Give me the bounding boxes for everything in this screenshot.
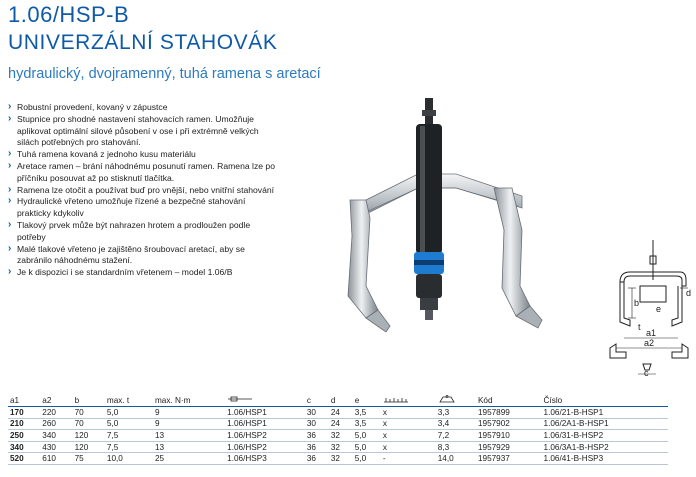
feature-item: › Hydraulické vřeteno umožňuje řízené a bezpečné stahování prakticky kdykoliv	[8, 196, 278, 220]
table-cell: 32	[329, 430, 353, 442]
table-cell: 70	[73, 407, 105, 419]
col-header: c	[305, 394, 329, 407]
table-cell: 14,0	[436, 453, 476, 465]
feature-item: › Tuhá ramena kovaná z jednoho kusu materiálu	[8, 149, 278, 161]
table-cell: 25	[153, 453, 225, 465]
table-cell: 1.06/HSP1	[225, 407, 305, 419]
table-cell: 5,0	[105, 407, 153, 419]
product-subtitle: hydraulický, dvojramenný, tuhá ramena s aretací	[8, 66, 321, 82]
table-cell: 1.06/2A1-B-HSP1	[542, 418, 668, 430]
table-cell: 1.06/HSP1	[225, 418, 305, 430]
product-title: UNIVERZÁLNÍ STAHOVÁK	[8, 31, 278, 54]
col-header: max. N·m	[153, 394, 225, 407]
table-cell: 10,0	[105, 453, 153, 465]
col-header: a2	[40, 394, 72, 407]
table-cell: 24	[329, 407, 353, 419]
table-cell: 75	[73, 453, 105, 465]
feature-item: › Je k dispozici i se standardním vřetenem – model 1.06/B	[8, 267, 278, 279]
feature-list	[8, 102, 278, 279]
table-cell: x	[381, 430, 436, 442]
hydraulic-cylinder	[414, 124, 444, 320]
spindle-icon	[225, 394, 305, 407]
table-cell: 30	[305, 418, 329, 430]
col-header: a1	[8, 394, 40, 407]
table-cell: 170	[8, 407, 40, 419]
table-cell: 13	[153, 430, 225, 442]
feature-item: › Stupnice pro shodné nastavení stahovacích ramen. Umožňuje aplikovat optimální silové působení v ose i při extrémně velkých silách potřebných pro stahování.	[8, 114, 278, 149]
table-row	[8, 453, 668, 465]
table-cell: 13	[153, 441, 225, 453]
table-cell: 32	[329, 441, 353, 453]
table-cell: 1.06/HSP3	[225, 453, 305, 465]
table-cell: 1.06/HSP2	[225, 430, 305, 442]
table-cell: 70	[73, 418, 105, 430]
feature-item: › Tlakový prvek může být nahrazen hrotem a prodloužen podle potřeby	[8, 220, 278, 244]
table-header-row	[8, 394, 668, 407]
table-cell: 340	[40, 430, 72, 442]
ruler-icon	[381, 394, 436, 407]
dim-label-a2: a2	[644, 338, 655, 348]
dim-label-a1: a1	[646, 328, 657, 338]
specs-table	[8, 394, 668, 465]
table-cell: 32	[329, 453, 353, 465]
dim-label-e: e	[656, 304, 662, 314]
feature-item: › Aretace ramen – brání náhodnému posunutí ramen. Ramena lze po příčníku posouvat až po stisknutí tlačítka.	[8, 161, 278, 185]
table-cell: 7,2	[436, 430, 476, 442]
table-cell: 1.06/3A1-B-HSP2	[542, 441, 668, 453]
table-cell: 120	[73, 430, 105, 442]
table-row	[8, 430, 668, 442]
table-cell: 250	[8, 430, 40, 442]
table-cell: 520	[8, 453, 40, 465]
table-cell: 3,3	[436, 407, 476, 419]
table-cell: 3,4	[436, 418, 476, 430]
feature-item: › Robustní provedení, kovaný v zápustce	[8, 102, 278, 114]
col-header: b	[73, 394, 105, 407]
table-cell: 210	[8, 418, 40, 430]
col-header: Kód	[476, 394, 542, 407]
product-code: 1.06/HSP-B	[8, 2, 130, 27]
table-cell: 1957902	[476, 418, 542, 430]
table-cell: 7,5	[105, 441, 153, 453]
table-cell: 36	[305, 430, 329, 442]
feature-item: › Malé tlakové vřeteno je zajištěno šroubovací aretací, aby se zabránilo náhodnému stažení.	[8, 244, 278, 268]
table-cell: 1957937	[476, 453, 542, 465]
table-cell: 220	[40, 407, 72, 419]
dim-label-c: c	[644, 368, 649, 376]
table-cell: 1.06/HSP2	[225, 441, 305, 453]
table-cell: x	[381, 441, 436, 453]
table-cell: 24	[329, 418, 353, 430]
feature-item: › Ramena lze otočit a používat buď pro vnější, nebo vnitřní stahování	[8, 185, 278, 197]
dim-label-b: b	[634, 298, 640, 308]
table-row	[8, 418, 668, 430]
dim-label-t: t	[638, 322, 641, 332]
table-cell: 9	[153, 407, 225, 419]
col-header: e	[353, 394, 381, 407]
table-cell: 36	[305, 441, 329, 453]
table-cell: 5,0	[353, 453, 381, 465]
table-cell: 8,3	[436, 441, 476, 453]
table-cell: 7,5	[105, 430, 153, 442]
dimension-diagram	[596, 240, 692, 376]
table-cell: 5,0	[353, 441, 381, 453]
col-header: Číslo	[542, 394, 668, 407]
table-cell: 1.06/21-B-HSP1	[542, 407, 668, 419]
weight-icon	[436, 394, 476, 407]
table-cell: 3,5	[353, 407, 381, 419]
table-cell: 5,0	[353, 430, 381, 442]
table-cell: 610	[40, 453, 72, 465]
dim-label-d: d	[686, 288, 692, 298]
col-header: d	[329, 394, 353, 407]
table-cell: 9	[153, 418, 225, 430]
table-cell: 5,0	[105, 418, 153, 430]
table-cell: 1957899	[476, 407, 542, 419]
product-photo	[326, 96, 556, 336]
table-cell: 340	[8, 441, 40, 453]
table-cell: 36	[305, 453, 329, 465]
table-cell: 1.06/41-B-HSP3	[542, 453, 668, 465]
table-cell: 1957929	[476, 441, 542, 453]
table-cell: x	[381, 407, 436, 419]
table-cell: 30	[305, 407, 329, 419]
table-cell: -	[381, 453, 436, 465]
table-cell: 260	[40, 418, 72, 430]
table-cell: 430	[40, 441, 72, 453]
table-row	[8, 407, 668, 419]
table-cell: 120	[73, 441, 105, 453]
right-arm	[494, 188, 542, 328]
col-header: max. t	[105, 394, 153, 407]
table-cell: x	[381, 418, 436, 430]
table-cell: 1957910	[476, 430, 542, 442]
table-cell: 3,5	[353, 418, 381, 430]
table-cell: 1.06/31-B-HSP2	[542, 430, 668, 442]
table-row	[8, 441, 668, 453]
left-arm	[348, 200, 390, 332]
